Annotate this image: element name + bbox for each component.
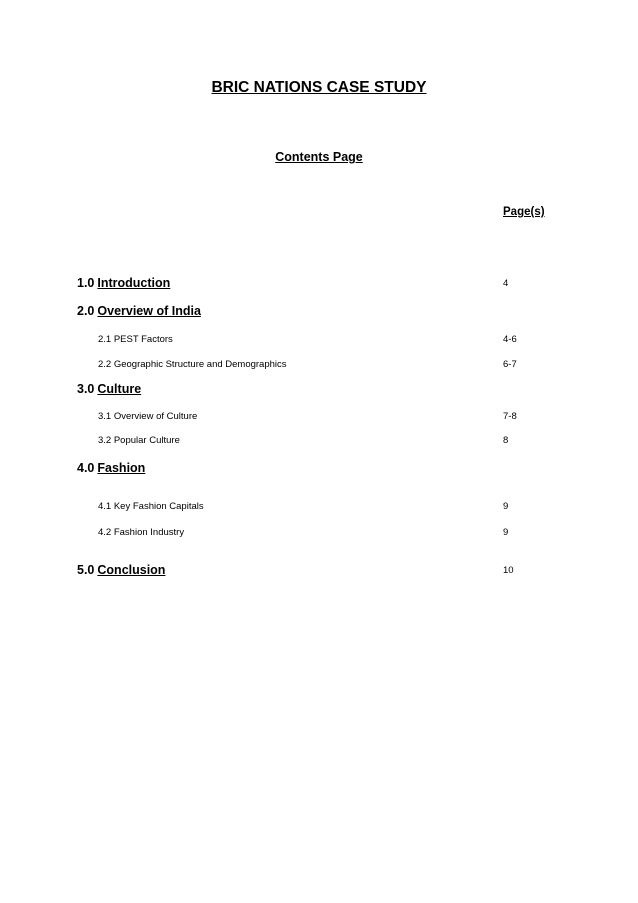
section-title: Fashion — [97, 461, 146, 475]
toc-subsection-pest-factors: 2.1 PEST Factors — [98, 334, 173, 345]
section-title: Overview of India — [97, 304, 201, 318]
toc-section-introduction — [77, 276, 170, 290]
toc-section-overview-of-india — [77, 304, 201, 318]
toc-page-geographic-structure: 6-7 — [503, 359, 517, 370]
section-number: 5.0 — [77, 563, 95, 577]
toc-page-popular-culture: 8 — [503, 435, 509, 446]
toc-page-pest-factors: 4-6 — [503, 334, 517, 345]
toc-subsection-key-fashion-capitals: 4.1 Key Fashion Capitals — [98, 501, 204, 512]
toc-subsection-fashion-industry: 4.2 Fashion Industry — [98, 527, 185, 538]
toc-subsection-overview-of-culture: 3.1 Overview of Culture — [98, 411, 198, 422]
toc-section-fashion — [77, 461, 145, 475]
section-title: Introduction — [97, 276, 171, 290]
section-title: Culture — [97, 382, 142, 396]
pages-column-heading: Page(s) — [503, 206, 545, 218]
toc-page-key-fashion-capitals: 9 — [503, 501, 509, 512]
section-number: 3.0 — [77, 382, 95, 396]
toc-page-conclusion: 10 — [503, 565, 514, 576]
toc-section-culture — [77, 382, 141, 396]
toc-page-overview-of-culture: 7-8 — [503, 411, 517, 422]
toc-page-introduction: 4 — [503, 278, 509, 289]
contents-page-heading: Contents Page — [275, 150, 363, 164]
toc-subsection-popular-culture: 3.2 Popular Culture — [98, 435, 180, 446]
section-title: Conclusion — [97, 563, 166, 577]
section-number: 1.0 — [77, 276, 95, 290]
toc-page-fashion-industry: 9 — [503, 527, 509, 538]
toc-subsection-geographic-structure: 2.2 Geographic Structure and Demographics — [98, 359, 287, 370]
section-number: 4.0 — [77, 461, 95, 475]
section-number: 2.0 — [77, 304, 95, 318]
document-title: BRIC NATIONS CASE STUDY — [211, 79, 427, 96]
toc-section-conclusion — [77, 563, 165, 577]
